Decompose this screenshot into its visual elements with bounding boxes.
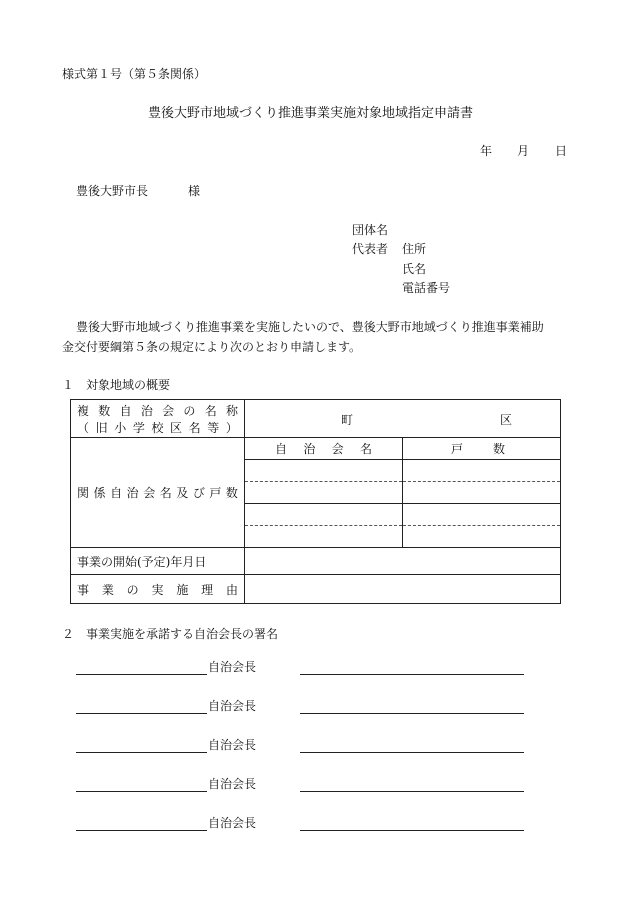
signature-assoc-line[interactable] — [76, 830, 207, 831]
multi-assoc-name-value[interactable] — [245, 400, 561, 438]
signature-assoc-line[interactable] — [76, 713, 207, 714]
label-char: 数 — [98, 403, 111, 418]
label-char: 小 — [114, 420, 127, 435]
label-char: 会 — [162, 403, 175, 418]
label-char: の — [126, 582, 139, 597]
signature-name-line[interactable] — [300, 713, 524, 714]
label-char: 会 — [143, 486, 156, 500]
table-row — [71, 438, 561, 548]
applicant-address-label: 住所 — [402, 242, 427, 256]
signature-name-line[interactable] — [300, 830, 524, 831]
signature-label: 自治会長 — [208, 738, 257, 752]
label-char: 実 — [151, 582, 164, 597]
section2-heading: ２ 事業実施を承諾する自治会長の署名 — [62, 627, 279, 641]
form-number: 様式第１号（第５条関係） — [62, 67, 207, 81]
reason-label-text — [71, 581, 244, 598]
label-char: 及 — [176, 486, 189, 500]
signature-name-line[interactable] — [300, 791, 524, 792]
start-date-label-text: 事業の開始(予定)年月日 — [77, 554, 207, 569]
signature-assoc-line[interactable] — [76, 752, 207, 753]
multi-assoc-label-line2 — [71, 419, 244, 436]
label-char: 名 — [188, 420, 201, 435]
label-char: 数 — [225, 486, 238, 500]
label-char: び — [192, 486, 205, 500]
signature-label: 自治会長 — [208, 816, 257, 830]
label-char: ） — [225, 420, 238, 435]
applicant-phone-label: 電話番号 — [402, 281, 451, 295]
assoc-name-cell[interactable] — [245, 481, 403, 503]
households-cell[interactable] — [403, 503, 561, 525]
signature-assoc-line[interactable] — [76, 791, 207, 792]
table-row — [245, 459, 560, 481]
body-text-line1: 豊後大野市地域づくり推進事業を実施したいので、豊後大野市地域づくり推進事業補助 — [76, 320, 544, 334]
label-char: 戸 — [451, 441, 464, 456]
start-date-label — [71, 548, 245, 575]
section1-heading: １ 対象地域の概要 — [62, 378, 171, 392]
label-char: 名 — [159, 486, 172, 500]
label-char: （ — [77, 420, 90, 435]
assoc-name-cell[interactable] — [245, 503, 403, 525]
households-cell[interactable] — [403, 459, 561, 481]
label-char: 複 — [77, 403, 90, 418]
col-header-households — [403, 438, 561, 459]
label-char: 旧 — [95, 420, 108, 435]
table-row — [71, 400, 561, 438]
related-assoc-grid — [245, 438, 561, 548]
label-char: 自 — [110, 486, 123, 500]
label-char: 区 — [170, 420, 183, 435]
multi-assoc-label-line1 — [71, 402, 244, 419]
town-label: 町 — [341, 412, 354, 427]
households-cell[interactable] — [403, 525, 561, 547]
label-char: 由 — [225, 582, 238, 597]
applicant-name-label: 氏名 — [402, 262, 427, 276]
label-char: 戸 — [209, 486, 222, 500]
signature-name-line[interactable] — [300, 752, 524, 753]
table-row — [71, 575, 561, 604]
label-char: 事 — [77, 582, 90, 597]
signature-label: 自治会長 — [208, 777, 257, 791]
related-assoc-label-text — [71, 484, 244, 501]
related-assoc-label — [71, 438, 245, 548]
ward-label: 区 — [500, 412, 513, 427]
signature-label: 自治会長 — [208, 699, 257, 713]
reason-value[interactable] — [245, 575, 561, 604]
applicant-org-label: 団体名 — [352, 223, 389, 237]
addressee-name: 豊後大野市長 — [76, 184, 149, 198]
date-year: 年 — [480, 144, 493, 158]
document-title: 豊後大野市地域づくり推進事業実施対象地域指定申請書 — [148, 106, 474, 121]
label-char: 校 — [151, 420, 164, 435]
label-char: 称 — [225, 403, 238, 418]
label-char: 業 — [101, 582, 114, 597]
label-char: 名 — [204, 403, 217, 418]
applicant-rep-label: 代表者 — [352, 242, 389, 256]
label-char: 数 — [492, 441, 505, 456]
sub-table-header — [245, 438, 560, 459]
label-char: 等 — [207, 420, 220, 435]
table-row — [245, 525, 560, 547]
start-date-value[interactable] — [245, 548, 561, 575]
date-month: 月 — [517, 144, 530, 158]
signature-name-line[interactable] — [300, 674, 524, 675]
label-char: 治 — [140, 403, 153, 418]
signature-assoc-line[interactable] — [76, 674, 207, 675]
label-char: 会 — [331, 441, 344, 456]
addressee-honorific: 様 — [188, 184, 201, 198]
date-day: 日 — [555, 144, 568, 158]
label-char: 治 — [303, 441, 316, 456]
reason-label — [71, 575, 245, 604]
label-char: 施 — [176, 582, 189, 597]
label-char: 自 — [275, 441, 288, 456]
label-char: 関 — [77, 486, 90, 500]
table-row — [245, 481, 560, 503]
label-char: 名 — [359, 441, 372, 456]
label-char: 自 — [119, 403, 132, 418]
label-char: 理 — [201, 582, 214, 597]
label-char: の — [183, 403, 196, 418]
table-row — [71, 548, 561, 575]
label-char: 係 — [93, 486, 106, 500]
assoc-name-cell[interactable] — [245, 525, 403, 547]
table-row — [245, 503, 560, 525]
area-overview-table — [70, 399, 561, 604]
multi-assoc-name-label — [71, 400, 245, 438]
body-text-line2: 金交付要綱第５条の規定により次のとおり申請します。 — [62, 340, 362, 354]
col-header-assoc-name — [245, 438, 403, 459]
label-char: 学 — [132, 420, 145, 435]
signature-label: 自治会長 — [208, 660, 257, 674]
households-cell[interactable] — [403, 481, 561, 503]
assoc-name-cell[interactable] — [245, 459, 403, 481]
assoc-households-table — [245, 438, 560, 547]
label-char: 治 — [126, 486, 139, 500]
